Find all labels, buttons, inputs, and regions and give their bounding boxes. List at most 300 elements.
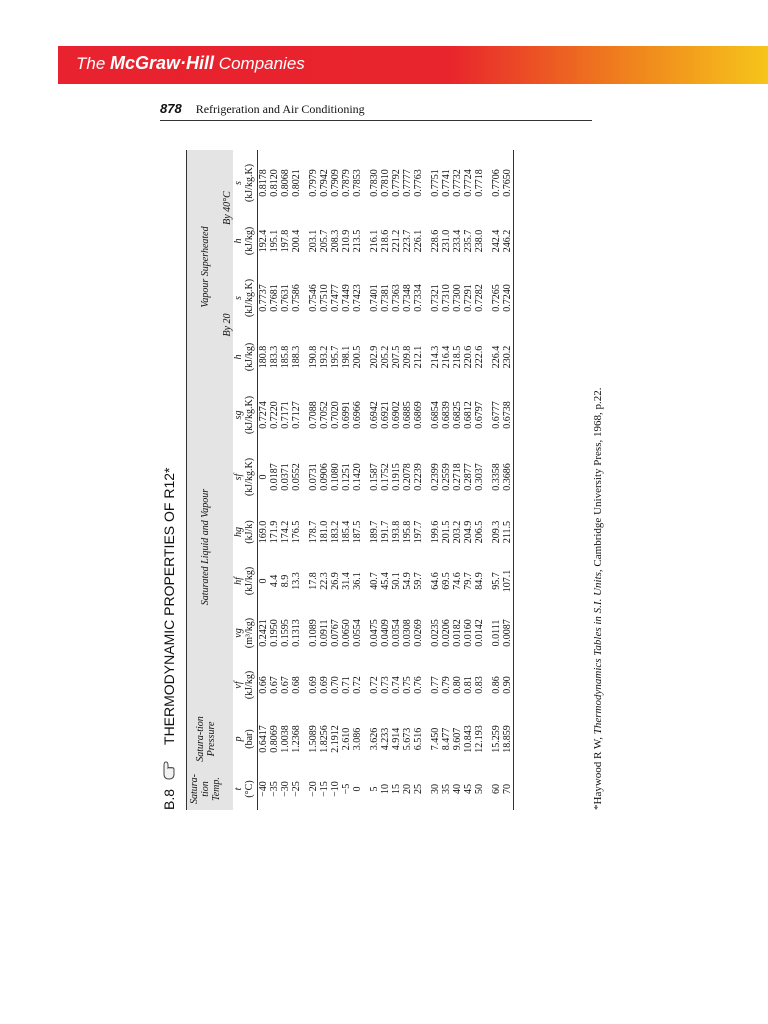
table-cell: 79.7 xyxy=(463,572,474,590)
column-symbol: t xyxy=(233,787,244,791)
table-cell: 185.4 xyxy=(341,520,352,544)
table-cell: 0.80 xyxy=(452,676,463,694)
table-cell: 45.4 xyxy=(380,572,391,590)
table-cell: 0.1080 xyxy=(330,463,341,491)
table-cell: 0.0182 xyxy=(452,619,463,647)
table-cell: 0.7274 xyxy=(258,401,269,429)
column-unit: (kJ/kg.K) xyxy=(244,150,258,216)
table-row xyxy=(363,150,380,810)
table-cell: 0.6869 xyxy=(413,401,424,429)
table-cell: 223.7 xyxy=(402,229,413,253)
table-cell: 203.1 xyxy=(308,229,319,253)
table-cell: 189.7 xyxy=(369,520,380,544)
header-by-40: By 40°C xyxy=(222,150,233,266)
table-cell: 5.673 xyxy=(402,727,413,751)
banner-prefix: The xyxy=(76,54,106,73)
table-cell: 0.7909 xyxy=(330,169,341,197)
column-unit: (kJ/kg) xyxy=(244,216,258,266)
table-cell: 0.7321 xyxy=(430,284,441,312)
table-cell: 226.1 xyxy=(413,229,424,253)
rotated-table-page xyxy=(160,150,610,810)
table-cell: 0.3358 xyxy=(491,463,502,491)
table-cell: 0.7942 xyxy=(319,169,330,197)
table-label: B.8 xyxy=(161,788,178,810)
table-cell: 15 xyxy=(391,784,402,794)
column-unit: (kJ/kg) xyxy=(244,660,258,710)
column-unit: (°C) xyxy=(244,768,258,810)
table-cell: 36.1 xyxy=(352,572,363,590)
table-cell: 0.3686 xyxy=(502,463,513,491)
pointing-hand-icon xyxy=(160,759,178,781)
table-cell: 0.2399 xyxy=(430,463,441,491)
table-cell: 0.7763 xyxy=(413,169,424,197)
table-cell: 200.5 xyxy=(352,345,363,369)
table-cell: 0.6902 xyxy=(391,401,402,429)
table-cell: 0.0911 xyxy=(319,619,330,647)
table-cell: 54.9 xyxy=(402,572,413,590)
table-cell: 203.2 xyxy=(452,520,463,544)
table-cell: 1.8256 xyxy=(319,725,330,753)
table-cell: 231.0 xyxy=(441,229,452,253)
table-cell: 0.2718 xyxy=(452,463,463,491)
banner-brand: McGraw·Hill xyxy=(110,53,215,73)
table-cell: 0.8021 xyxy=(291,169,302,197)
table-cell: 0.7171 xyxy=(280,401,291,429)
table-cell: 0.6797 xyxy=(474,401,485,429)
table-cell: 0.0269 xyxy=(413,619,424,647)
table-cell: 0.1420 xyxy=(352,463,363,491)
table-cell: 0.6921 xyxy=(380,401,391,429)
table-cell: 228.6 xyxy=(430,229,441,253)
table-cell: 207.5 xyxy=(391,345,402,369)
table-cell: 0.7792 xyxy=(391,169,402,197)
table-cell: 0.6777 xyxy=(491,401,502,429)
table-cell: 0.1915 xyxy=(391,463,402,491)
table-row xyxy=(258,150,270,810)
table-cell: 31.4 xyxy=(341,572,352,590)
table-cell: 218.6 xyxy=(380,229,391,253)
table-cell: 0.70 xyxy=(330,676,341,694)
column-symbol: s xyxy=(233,181,244,185)
table-cell: 193.2 xyxy=(319,345,330,369)
table-cell: 0.7546 xyxy=(308,284,319,312)
table-row xyxy=(341,150,352,810)
table-cell: 0.76 xyxy=(413,676,424,694)
table-cell: 209.8 xyxy=(402,345,413,369)
table-cell: 192.4 xyxy=(258,229,269,253)
table-cell: 0.6966 xyxy=(352,401,363,429)
table-cell: 0.69 xyxy=(319,676,330,694)
table-cell: 0.1251 xyxy=(341,463,352,491)
table-cell: 60 xyxy=(491,784,502,794)
column-symbol: sg xyxy=(233,410,244,420)
table-cell: 0.0354 xyxy=(391,619,402,647)
table-cell: 233.4 xyxy=(452,229,463,253)
table-cell: 0.86 xyxy=(491,676,502,694)
table-cell: 0.0409 xyxy=(380,619,391,647)
table-cell: 0.6839 xyxy=(441,401,452,429)
table-cell: 195.7 xyxy=(330,345,341,369)
table-cell: 221.2 xyxy=(391,229,402,253)
table-cell: 183.2 xyxy=(330,520,341,544)
table-row xyxy=(352,150,363,810)
table-cell: 0.77 xyxy=(430,676,441,694)
table-cell: 171.9 xyxy=(269,520,280,544)
table-cell: 0.7777 xyxy=(402,169,413,197)
table-cell: 0.2421 xyxy=(258,619,269,647)
table-cell: 204.9 xyxy=(463,520,474,544)
column-symbol: s xyxy=(233,296,244,300)
table-cell: 0.0906 xyxy=(319,463,330,491)
table-cell: 242.4 xyxy=(491,229,502,253)
table-cell: 8.477 xyxy=(441,727,452,751)
table-cell: 0.7127 xyxy=(291,401,302,429)
column-symbol: p xyxy=(233,736,244,742)
table-cell: 0.6942 xyxy=(369,401,380,429)
table-cell: 0.71 xyxy=(341,676,352,694)
table-cell: 210.9 xyxy=(341,229,352,253)
table-cell: 13.3 xyxy=(291,572,302,590)
table-cell: 0.3037 xyxy=(474,463,485,491)
table-cell: 214.3 xyxy=(430,345,441,369)
column-unit: (bar) xyxy=(244,710,258,768)
table-cell: 18.859 xyxy=(502,725,513,753)
table-cell: 198.1 xyxy=(341,345,352,369)
table-cell: 0.0767 xyxy=(330,619,341,647)
table-cell: 226.4 xyxy=(491,345,502,369)
table-cell: 0.0187 xyxy=(269,463,280,491)
table-cell: 0.7650 xyxy=(502,169,513,197)
table-cell: 5 xyxy=(369,786,380,792)
table-cell: 0.67 xyxy=(280,676,291,694)
table-cell: 195.8 xyxy=(402,520,413,544)
table-cell: 0.67 xyxy=(269,676,280,694)
table-cell: 0.0650 xyxy=(341,619,352,647)
table-cell: 0.6738 xyxy=(502,401,513,429)
table-cell: 0.6991 xyxy=(341,401,352,429)
table-row xyxy=(319,150,330,810)
table-cell: 0.7240 xyxy=(502,284,513,312)
table-cell: 0.0235 xyxy=(430,619,441,647)
table-cell: 0.0111 xyxy=(491,619,502,647)
table-cell: 0.1595 xyxy=(280,619,291,647)
table-cell: 0.7477 xyxy=(330,284,341,312)
table-cell: 10 xyxy=(380,784,391,794)
table-row xyxy=(441,150,452,810)
table-cell: 0.7423 xyxy=(352,284,363,312)
table-cell: 0.72 xyxy=(369,676,380,694)
table-cell: 0.7879 xyxy=(341,169,352,197)
table-cell: 30 xyxy=(430,784,441,794)
header-saturation-pressure: Satura-tion Pressure xyxy=(187,710,223,768)
table-cell: 180.8 xyxy=(258,345,269,369)
table-cell: 197.8 xyxy=(280,229,291,253)
table-cell: 1.0038 xyxy=(280,725,291,753)
table-cell: 40 xyxy=(452,784,463,794)
table-cell: 0.0160 xyxy=(463,619,474,647)
table-cell: 50.1 xyxy=(391,572,402,590)
table-cell: 0.7334 xyxy=(413,284,424,312)
table-cell: 205.2 xyxy=(380,345,391,369)
table-cell: 26.9 xyxy=(330,572,341,590)
table-cell: 212.1 xyxy=(413,345,424,369)
table-cell: 0.7724 xyxy=(463,169,474,197)
column-symbol: hf xyxy=(233,577,244,585)
table-cell: 0 xyxy=(352,786,363,792)
table-cell: 0.7449 xyxy=(341,284,352,312)
table-cell: 10.843 xyxy=(463,725,474,753)
table-cell: 1.2368 xyxy=(291,725,302,753)
table-row xyxy=(485,150,502,810)
table-cell: 0.6812 xyxy=(463,401,474,429)
table-cell: 17.8 xyxy=(308,572,319,590)
table-cell: 2.610 xyxy=(341,727,352,751)
table-cell: 202.9 xyxy=(369,345,380,369)
table-cell: 0.66 xyxy=(258,676,269,694)
table-cell: 169.0 xyxy=(258,520,269,544)
table-row xyxy=(291,150,302,810)
table-cell: 0.7751 xyxy=(430,169,441,197)
table-cell: 69.5 xyxy=(441,572,452,590)
table-caption xyxy=(160,150,184,810)
table-cell: 188.3 xyxy=(291,345,302,369)
table-cell: 0.0087 xyxy=(502,619,513,647)
table-cell: 15.259 xyxy=(491,725,502,753)
table-cell: 0.2559 xyxy=(441,463,452,491)
table-cell: 70 xyxy=(502,784,513,794)
table-cell: 59.7 xyxy=(413,572,424,590)
table-cell: 0.0475 xyxy=(369,619,380,647)
publisher-logo xyxy=(76,53,305,74)
footnote-author: *Haywood R W, xyxy=(592,734,604,810)
table-cell: 199.6 xyxy=(430,520,441,544)
table-cell: 45 xyxy=(463,784,474,794)
table-row xyxy=(269,150,280,810)
table-cell: 201.5 xyxy=(441,520,452,544)
table-cell: 0.6854 xyxy=(430,401,441,429)
table-cell: 0.0552 xyxy=(291,463,302,491)
table-cell: 95.7 xyxy=(491,572,502,590)
table-cell: 9.607 xyxy=(452,727,463,751)
table-row xyxy=(502,150,514,810)
table-cell: 0.0206 xyxy=(441,619,452,647)
table-cell: 22.3 xyxy=(319,572,330,590)
table-cell: 0.8069 xyxy=(269,725,280,753)
table-cell: 191.7 xyxy=(380,520,391,544)
table-cell: 0.8178 xyxy=(258,169,269,197)
table-cell: 50 xyxy=(474,784,485,794)
column-unit: (kJ/kg) xyxy=(244,556,258,606)
table-cell: 211.5 xyxy=(502,520,513,544)
table-cell: 25 xyxy=(413,784,424,794)
table-cell: 205.7 xyxy=(319,229,330,253)
table-cell: 0.83 xyxy=(474,676,485,694)
table-cell: −20 xyxy=(308,781,319,797)
table-cell: 0.1950 xyxy=(269,619,280,647)
table-cell: 0.2078 xyxy=(402,463,413,491)
table-cell: 0.8068 xyxy=(280,169,291,197)
table-cell: 238.0 xyxy=(474,229,485,253)
table-cell: −30 xyxy=(280,781,291,797)
table-cell: 197.7 xyxy=(413,520,424,544)
table-cell: 183.3 xyxy=(269,345,280,369)
table-cell: 246.2 xyxy=(502,229,513,253)
table-cell: 174.2 xyxy=(280,520,291,544)
table-cell: −40 xyxy=(258,781,269,797)
table-cell: 208.3 xyxy=(330,229,341,253)
table-cell: 0.7020 xyxy=(330,401,341,429)
table-cell: 185.8 xyxy=(280,345,291,369)
column-symbol: hg xyxy=(233,527,244,537)
table-cell: 0.7510 xyxy=(319,284,330,312)
table-cell: 0.7631 xyxy=(280,284,291,312)
table-cell: −10 xyxy=(330,781,341,797)
table-cell: 0.75 xyxy=(402,676,413,694)
table-cell: 0.2877 xyxy=(463,463,474,491)
table-cell: 0.7265 xyxy=(491,284,502,312)
table-cell: 187.5 xyxy=(352,520,363,544)
table-row xyxy=(280,150,291,810)
table-cell: 0.7706 xyxy=(491,169,502,197)
table-cell: 0.7979 xyxy=(308,169,319,197)
table-title: THERMODYNAMIC PROPERTIES OF R12* xyxy=(161,467,178,745)
table-cell: 0.7853 xyxy=(352,169,363,197)
table-cell: 0.7401 xyxy=(369,284,380,312)
table-cell: 6.516 xyxy=(413,727,424,751)
table-cell: 12.193 xyxy=(474,725,485,753)
table-cell: 0.7681 xyxy=(269,284,280,312)
table-cell: 220.6 xyxy=(463,345,474,369)
table-cell: 0.7282 xyxy=(474,284,485,312)
table-cell: 4.4 xyxy=(269,574,280,588)
column-unit: (kJ/kg) xyxy=(244,330,258,384)
table-cell: 0.7718 xyxy=(474,169,485,197)
table-cell: 0.6885 xyxy=(402,401,413,429)
table-cell: 0 xyxy=(258,578,269,584)
table-row xyxy=(380,150,391,810)
table-cell: 0.74 xyxy=(391,676,402,694)
table-cell: 193.8 xyxy=(391,520,402,544)
column-unit: (kJ/kg.K) xyxy=(244,266,258,330)
table-row xyxy=(391,150,402,810)
table-cell: 178.7 xyxy=(308,520,319,544)
column-symbol: h xyxy=(233,354,244,360)
table-cell: 218.5 xyxy=(452,345,463,369)
table-cell: 0.1587 xyxy=(369,463,380,491)
table-cell: 209.3 xyxy=(491,520,502,544)
table-cell: 8.9 xyxy=(280,574,291,588)
table-cell: 0.68 xyxy=(291,676,302,694)
table-cell: 4.233 xyxy=(380,727,391,751)
table-cell: 0.7381 xyxy=(380,284,391,312)
table-cell: 74.6 xyxy=(452,572,463,590)
table-cell: 35 xyxy=(441,784,452,794)
table-cell: 235.7 xyxy=(463,229,474,253)
table-cell: 0.0371 xyxy=(280,463,291,491)
table-cell: 0.2239 xyxy=(413,463,424,491)
table-cell: 0.1089 xyxy=(308,619,319,647)
table-cell: 176.5 xyxy=(291,520,302,544)
column-symbol: h xyxy=(233,238,244,244)
table-cell: 0.1313 xyxy=(291,619,302,647)
table-cell: 0.81 xyxy=(463,676,474,694)
table-cell: 1.5089 xyxy=(308,725,319,753)
table-cell: 0.7088 xyxy=(308,401,319,429)
table-cell: −15 xyxy=(319,781,330,797)
header-vapour-superheated: Vapour Superheated xyxy=(187,150,223,384)
page-number: 878 xyxy=(160,101,182,116)
book-title: Refrigeration and Air Conditioning xyxy=(195,102,365,116)
table-cell: 222.6 xyxy=(474,345,485,369)
table-cell: 0.7363 xyxy=(391,284,402,312)
table-cell: 230.2 xyxy=(502,345,513,369)
table-cell: 0.90 xyxy=(502,676,513,694)
table-cell: 0.6417 xyxy=(258,725,269,753)
table-footnote xyxy=(592,150,604,810)
table-cell: 4.914 xyxy=(391,727,402,751)
table-cell: 195.1 xyxy=(269,229,280,253)
column-unit: (kJ/kg.K) xyxy=(244,384,258,446)
column-unit: (kJ/k) xyxy=(244,508,258,556)
table-cell: 200.4 xyxy=(291,229,302,253)
header-by-20: By 20 xyxy=(222,266,233,384)
table-cell: 0.69 xyxy=(308,676,319,694)
table-cell: −5 xyxy=(341,783,352,795)
column-unit: (kJ/kg.K) xyxy=(244,446,258,508)
table-row xyxy=(452,150,463,810)
column-unit: (m³/kg) xyxy=(244,606,258,660)
table-cell: 84.9 xyxy=(474,572,485,590)
table-cell: 0.6825 xyxy=(452,401,463,429)
table-cell: 0.7741 xyxy=(441,169,452,197)
table-cell: 40.7 xyxy=(369,572,380,590)
table-row xyxy=(463,150,474,810)
table-cell: 0.7737 xyxy=(258,284,269,312)
running-head xyxy=(160,100,592,121)
table-cell: 0.7291 xyxy=(463,284,474,312)
table-row xyxy=(330,150,341,810)
table-cell: 0.7310 xyxy=(441,284,452,312)
footnote-source-title: Thermodynamics Tables in S.I. Units xyxy=(592,572,604,735)
table-cell: 7.450 xyxy=(430,727,441,751)
table-cell: 0.0554 xyxy=(352,619,363,647)
table-cell: 0.7732 xyxy=(452,169,463,197)
table-cell: 206.5 xyxy=(474,520,485,544)
table-cell: 0.7300 xyxy=(452,284,463,312)
table-cell: 0.7220 xyxy=(269,401,280,429)
table-cell: 0.7830 xyxy=(369,169,380,197)
table-cell: 0.0142 xyxy=(474,619,485,647)
table-cell: 0.79 xyxy=(441,676,452,694)
header-saturation-temp: Satura-tion Temp. xyxy=(187,768,223,810)
publisher-banner xyxy=(58,46,768,84)
table-cell: 0.8120 xyxy=(269,169,280,197)
table-cell: 0.72 xyxy=(352,676,363,694)
table-cell: 181.0 xyxy=(319,520,330,544)
table-row xyxy=(424,150,441,810)
table-cell: 0.0308 xyxy=(402,619,413,647)
table-cell: 190.8 xyxy=(308,345,319,369)
table-row xyxy=(402,150,413,810)
table-cell: 2.1912 xyxy=(330,725,341,753)
table-cell: 0.73 xyxy=(380,676,391,694)
column-symbol: vg xyxy=(233,628,244,638)
table-cell: 64.6 xyxy=(430,572,441,590)
column-symbol: vf xyxy=(233,681,244,689)
table-cell: 0.1752 xyxy=(380,463,391,491)
table-cell: 213.5 xyxy=(352,229,363,253)
table-row xyxy=(474,150,485,810)
